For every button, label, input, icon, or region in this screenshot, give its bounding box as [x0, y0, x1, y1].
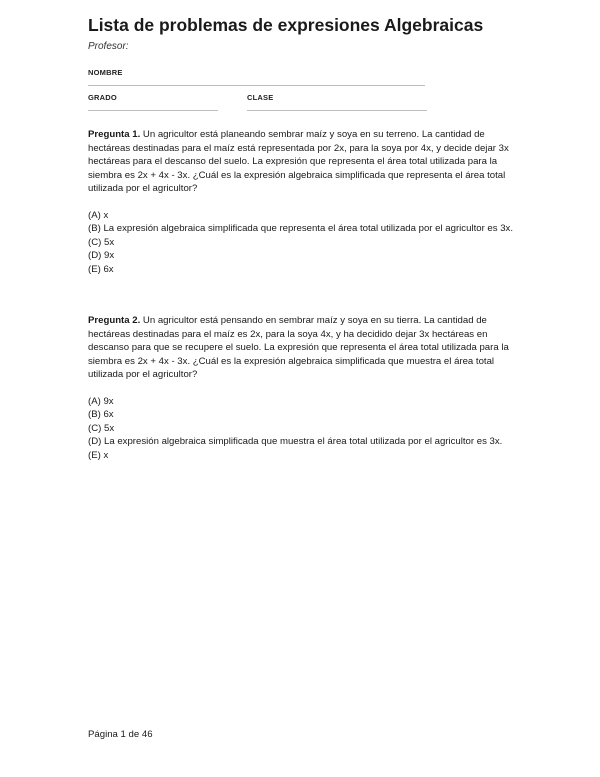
- question-1-option-e: (E) 6x: [88, 263, 114, 275]
- question-1-option-b: (B) La expresión algebraica simplificada que representa el área total utilizada por el agricultor es 3x.: [88, 223, 514, 234]
- page-title: Lista de problemas de expresiones Algebraicas: [88, 15, 484, 35]
- grado-line: [88, 110, 218, 111]
- clase-line: [247, 110, 427, 111]
- nombre-label: NOMBRE: [88, 68, 123, 77]
- question-2-text: Un agricultor está pensando en sembrar maíz y soya en su tierra. La cantidad de hectáreas destinadas para el maíz es 2x, para la soya 4x, y ha decidido dejar 3x hectáreas en descanso para que se recupere el suelo. La expresión que representa el área total utilizada para la siembra es 2x + 4x - 3x. ¿Cuál es la expresión algebraica simplificada que muestra el área total utilizada por el agricultor?: [88, 315, 509, 380]
- question-2-option-d: (D) La expresión algebraica simplificada que muestra el área total utilizada por el agricultor es 3x.: [88, 436, 503, 447]
- professor-label: Profesor:: [88, 41, 129, 52]
- question-2-option-b: (B) 6x: [88, 409, 114, 420]
- question-1-option-a: (A) x: [88, 209, 109, 221]
- question-2-option-c: (C) 5x: [88, 422, 115, 434]
- clase-label: CLASE: [247, 93, 274, 102]
- nombre-line: [88, 85, 425, 86]
- question-2-label: Pregunta 2.: [88, 315, 141, 326]
- page-number: Página 1 de 46: [88, 729, 153, 740]
- question-1-option-c: (C) 5x: [88, 236, 115, 248]
- question-2: [88, 314, 520, 462]
- question-2-option-a: (A) 9x: [88, 395, 114, 407]
- grado-label: GRADO: [88, 93, 117, 102]
- question-1-text: Un agricultor está planeando sembrar maíz y soya en su terreno. La cantidad de hectáreas destinadas para el maíz está representada por 2x, para la soya por 4x, y decide dejar 3x hectáreas para el descanso del suelo. La expresión que representa el área total utilizada para la siembra es 2x + 4x - 3x. ¿Cuál es la expresión algebraica simplificada que representa el área total utilizada por el agricultor?: [88, 129, 509, 194]
- question-2-options: [88, 395, 520, 463]
- question-1-stem: [88, 128, 520, 196]
- question-2-stem: [88, 314, 520, 382]
- question-1-label: Pregunta 1.: [88, 129, 141, 140]
- question-1: [88, 128, 520, 276]
- question-1-option-d: (D) 9x: [88, 250, 115, 261]
- question-2-option-e: (E) x: [88, 449, 109, 461]
- question-1-options: [88, 209, 520, 277]
